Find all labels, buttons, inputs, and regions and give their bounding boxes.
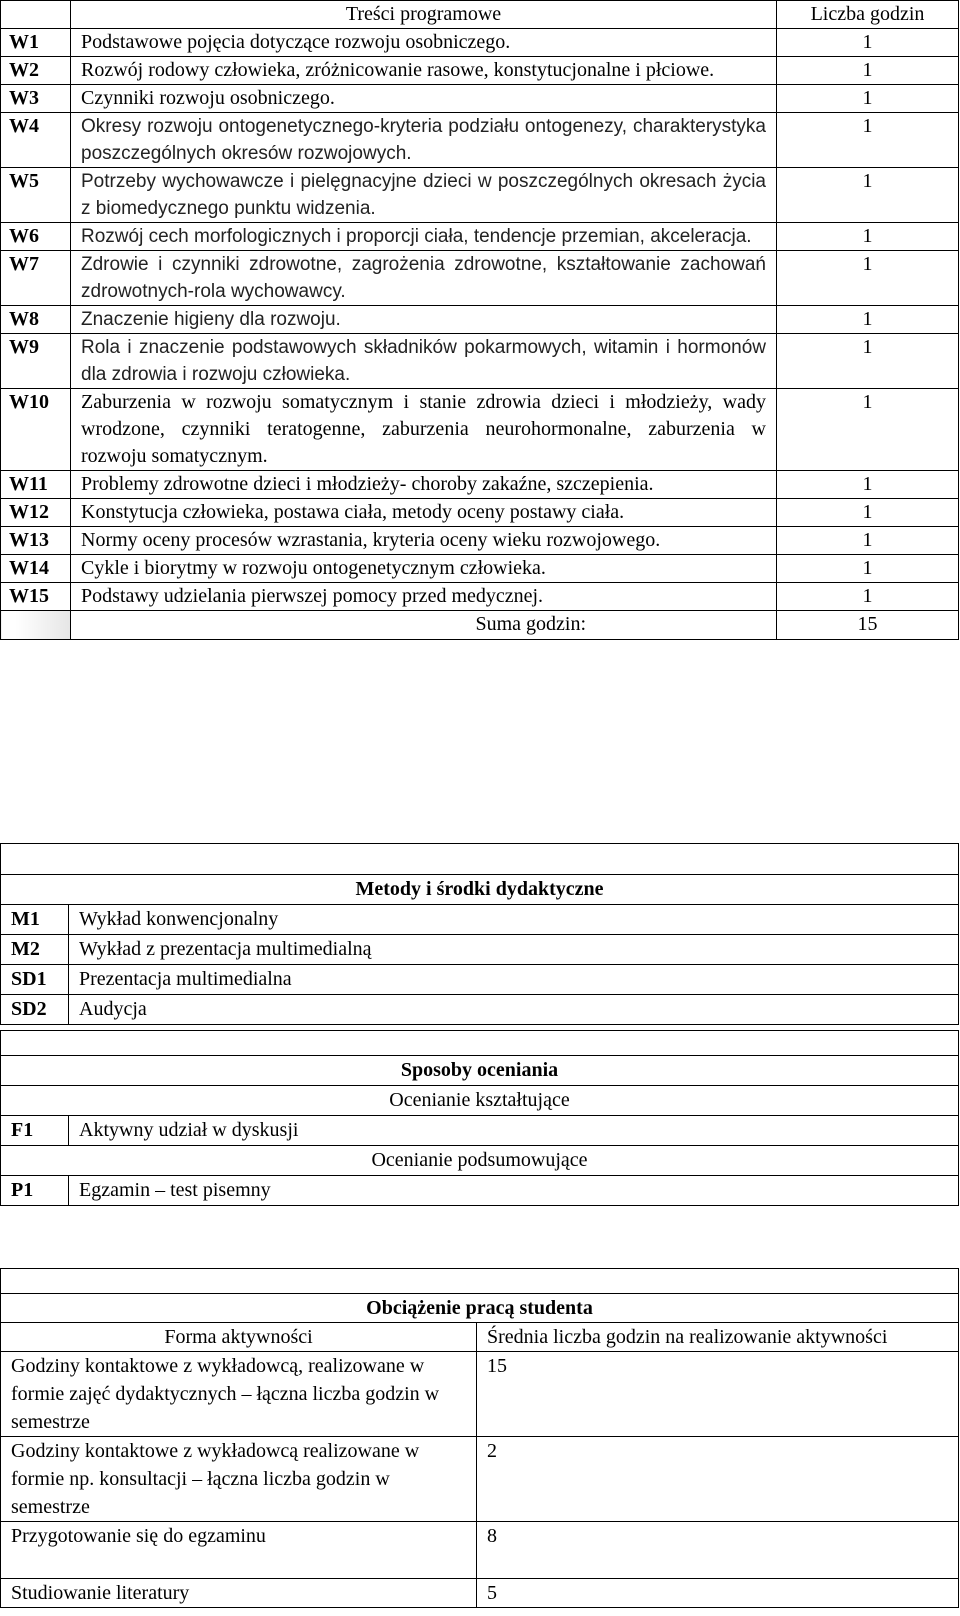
program-row-w4 [1,113,959,168]
workload-row [1,1437,959,1522]
workload-title: Obciążenie pracą studenta [1,1294,959,1323]
workload-hours: 2 [477,1437,959,1522]
row-code: W5 [1,168,71,223]
formative-text: Aktywny udział w dyskusji [69,1116,959,1146]
workload-row [1,1352,959,1437]
workload-activity: Przygotowanie się do egzaminu [1,1522,477,1579]
methods-title-row-2 [1,875,959,905]
method-text: Wykład z prezentacja multimedialną [69,935,959,965]
row-code: W9 [1,334,71,389]
row-hours: 1 [777,583,959,611]
program-row-w1 [1,29,959,57]
formative-row [1,1116,959,1146]
row-hours: 1 [777,168,959,223]
workload-activity: Studiowanie literatury [1,1579,477,1608]
method-code: M1 [1,905,69,935]
program-row-w3 [1,85,959,113]
workload-hours: 5 [477,1579,959,1608]
assessment-table [0,1030,959,1206]
method-code: M2 [1,935,69,965]
row-code: W2 [1,57,71,85]
row-hours: 1 [777,389,959,471]
formative-code: F1 [1,1116,69,1146]
summative-code: P1 [1,1176,69,1206]
workload-activity: Godziny kontaktowe z wykładowcą, realizowane w formie zajęć dydaktycznych – łączna liczba godzin w semestrze [1,1352,477,1437]
method-text: Audycja [69,995,959,1025]
workload-activity-header: Forma aktywności [1,1323,477,1352]
row-text: Czynniki rozwoju osobniczego. [71,85,777,113]
row-hours: 1 [777,223,959,251]
row-code: W4 [1,113,71,168]
row-hours: 1 [777,251,959,306]
summative-label: Ocenianie podsumowujące [1,1146,959,1176]
program-sum-row [1,611,959,640]
methods-row [1,995,959,1025]
method-text: Prezentacja multimedialna [69,965,959,995]
row-code: W7 [1,251,71,306]
sum-blank-cell [1,611,71,640]
program-row-w12 [1,499,959,527]
row-hours: 1 [777,334,959,389]
program-content-table [0,0,959,640]
workload-hours: 8 [477,1522,959,1579]
row-text: Rozwój cech morfologicznych i proporcji ciała, tendencje przemian, akceleracja. [71,223,777,251]
row-text: Konstytucja człowieka, postawa ciała, metody oceny postawy ciała. [71,499,777,527]
row-hours: 1 [777,57,959,85]
sum-value: 15 [777,611,959,640]
method-text: Wykład konwencjonalny [69,905,959,935]
row-text: Normy oceny procesów wzrastania, kryteria oceny wieku rozwojowego. [71,527,777,555]
row-hours: 1 [777,306,959,334]
workload-hours-header: Średnia liczba godzin na realizowanie aktywności [477,1323,959,1352]
row-hours: 1 [777,527,959,555]
row-hours: 1 [777,499,959,527]
workload-row [1,1579,959,1608]
summative-row [1,1176,959,1206]
program-row-w13 [1,527,959,555]
row-code: W6 [1,223,71,251]
methods-row [1,965,959,995]
sum-label: Suma godzin: [71,611,777,640]
assessment-title-row [1,1031,959,1056]
row-code: W12 [1,499,71,527]
row-text: Rozwój rodowy człowieka, zróżnicowanie rasowe, konstytucjonalne i płciowe. [71,57,777,85]
workload-header-row [1,1323,959,1352]
row-text: Podstawy udzielania pierwszej pomocy przed medycznej. [71,583,777,611]
header-blank-cell [1,1,71,29]
row-text: Okresy rozwoju ontogenetycznego-kryteria podziału ontogenezy, charakterystyka poszczególnych okresów rozwojowych. [71,113,777,168]
workload-hours: 15 [477,1352,959,1437]
program-row-w6 [1,223,959,251]
workload-title-row-2 [1,1294,959,1323]
row-text: Potrzeby wychowawcze i pielęgnacyjne dzieci w poszczególnych okresach życia z biomedycznego punktu widzenia. [71,168,777,223]
workload-row [1,1522,959,1579]
formative-label-row [1,1086,959,1116]
row-hours: 1 [777,85,959,113]
program-header-row [1,1,959,29]
workload-activity: Godziny kontaktowe z wykładowcą realizowane w formie np. konsultacji – łączna liczba godzin w semestrze [1,1437,477,1522]
program-row-w5 [1,168,959,223]
row-code: W10 [1,389,71,471]
methods-table [0,843,959,1025]
assessment-title-row-2 [1,1056,959,1086]
program-row-w8 [1,306,959,334]
methods-row [1,905,959,935]
formative-label: Ocenianie kształtujące [1,1086,959,1116]
row-text: Problemy zdrowotne dzieci i młodzieży- choroby zakaźne, szczepienia. [71,471,777,499]
row-text: Podstawowe pojęcia dotyczące rozwoju osobniczego. [71,29,777,57]
summative-label-row [1,1146,959,1176]
assessment-title: Sposoby oceniania [1,1056,959,1086]
row-text: Cykle i biorytmy w rozwoju ontogenetycznym człowieka. [71,555,777,583]
row-code: W8 [1,306,71,334]
workload-table [0,1268,959,1608]
program-row-w15 [1,583,959,611]
methods-title: Metody i środki dydaktyczne [1,875,959,905]
row-code: W3 [1,85,71,113]
row-hours: 1 [777,471,959,499]
program-row-w14 [1,555,959,583]
row-code: W13 [1,527,71,555]
program-row-w7 [1,251,959,306]
row-hours: 1 [777,113,959,168]
method-code: SD1 [1,965,69,995]
row-text: Znaczenie higieny dla rozwoju. [71,306,777,334]
program-hours-header: Liczba godzin [777,1,959,29]
program-row-w9 [1,334,959,389]
row-hours: 1 [777,29,959,57]
methods-row [1,935,959,965]
row-code: W15 [1,583,71,611]
row-text: Zaburzenia w rozwoju somatycznym i stanie zdrowia dzieci i młodzieży, wady wrodzone, czynniki teratogenne, zaburzenia neurohormonalne, zaburzenia w rozwoju somatycznym. [71,389,777,471]
row-hours: 1 [777,555,959,583]
program-content-header: Treści programowe [71,1,777,29]
row-text: Rola i znaczenie podstawowych składników pokarmowych, witamin i hormonów dla zdrowia i rozwoju człowieka. [71,334,777,389]
program-row-w2 [1,57,959,85]
row-code: W11 [1,471,71,499]
method-code: SD2 [1,995,69,1025]
workload-title-row [1,1269,959,1294]
row-code: W14 [1,555,71,583]
program-row-w11 [1,471,959,499]
summative-text: Egzamin – test pisemny [69,1176,959,1206]
methods-title-row [1,844,959,875]
program-row-w10 [1,389,959,471]
row-code: W1 [1,29,71,57]
row-text: Zdrowie i czynniki zdrowotne, zagrożenia zdrowotne, kształtowanie zachowań zdrowotnych-rola wychowawcy. [71,251,777,306]
